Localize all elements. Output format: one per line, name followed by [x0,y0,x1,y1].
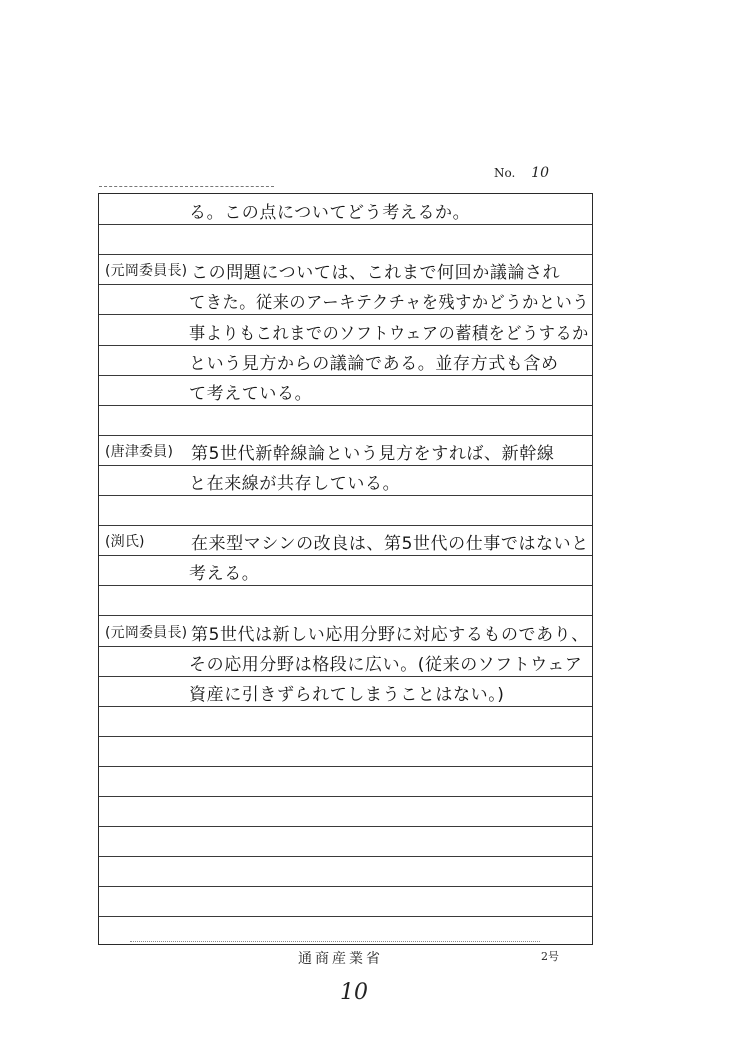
handwritten-line: という見方からの議論である。並存方式も含め [189,353,559,374]
ruled-line [99,585,592,586]
bottom-dotted-mark [130,941,540,942]
ruled-line [99,856,592,857]
ruled-line [99,525,592,526]
ruled-line [99,796,592,797]
ruled-line [99,826,592,827]
handwritten-line: 事よりもこれまでのソフトウェアの蓄積をどうするか [189,323,589,344]
handwritten-line: 在来型マシンの改良は、第5世代の仕事ではないと [191,534,589,555]
handwritten-line: る。この点についてどう考えるか。 [189,203,471,224]
speaker-label: (元岡委員長) [105,263,188,280]
ruled-line [99,375,592,376]
form-number: 2号 [541,950,559,963]
ruled-line [99,435,592,436]
ruled-line [99,405,592,406]
ruled-line [99,706,592,707]
handwritten-line: と在来線が共存している。 [189,474,401,494]
speaker-label: (唐津委員) [105,443,174,460]
handwritten-page-number: 10 [340,980,368,1005]
handwritten-line: て考えている。 [189,383,313,404]
ministry-name: 通商産業省 [298,951,383,967]
top-dotted-mark [99,186,274,187]
handwritten-line: 資産に引きずられてしまうことはない。) [189,684,505,705]
ruled-line [99,465,592,466]
speaker-label: (渕氏) [105,534,145,551]
ruled-line [99,555,592,556]
speaker-label: (元岡委員長) [105,624,188,641]
handwritten-line: この問題については、これまで何回か議論され [191,263,561,284]
ruled-line [99,314,592,315]
ruled-sheet [98,193,593,945]
handwritten-line: てきた。従来のアーキテクチャを残すかどうかという [189,293,590,314]
ruled-line [99,916,592,917]
ruled-line [99,345,592,346]
ruled-line [99,495,592,496]
ruled-line [99,646,592,647]
ruled-line [99,615,592,616]
page-number-value: 10 [531,165,549,181]
handwritten-line: 考える。 [189,564,260,585]
page-number [494,165,549,181]
page-number-label: No. [494,166,516,180]
handwritten-line: 第5世代新幹線論という見方をすれば、新幹線 [191,443,555,464]
ruled-line [99,224,592,225]
ruled-line [99,254,592,255]
ruled-line [99,736,592,737]
ruled-line [99,886,592,887]
ruled-line [99,284,592,285]
ruled-line [99,766,592,767]
ruled-line [99,676,592,677]
handwritten-line: その応用分野は格段に広い。(従来のソフトウェア [189,654,583,675]
handwritten-line: 第5世代は新しい応用分野に対応するものであり、 [191,624,589,645]
